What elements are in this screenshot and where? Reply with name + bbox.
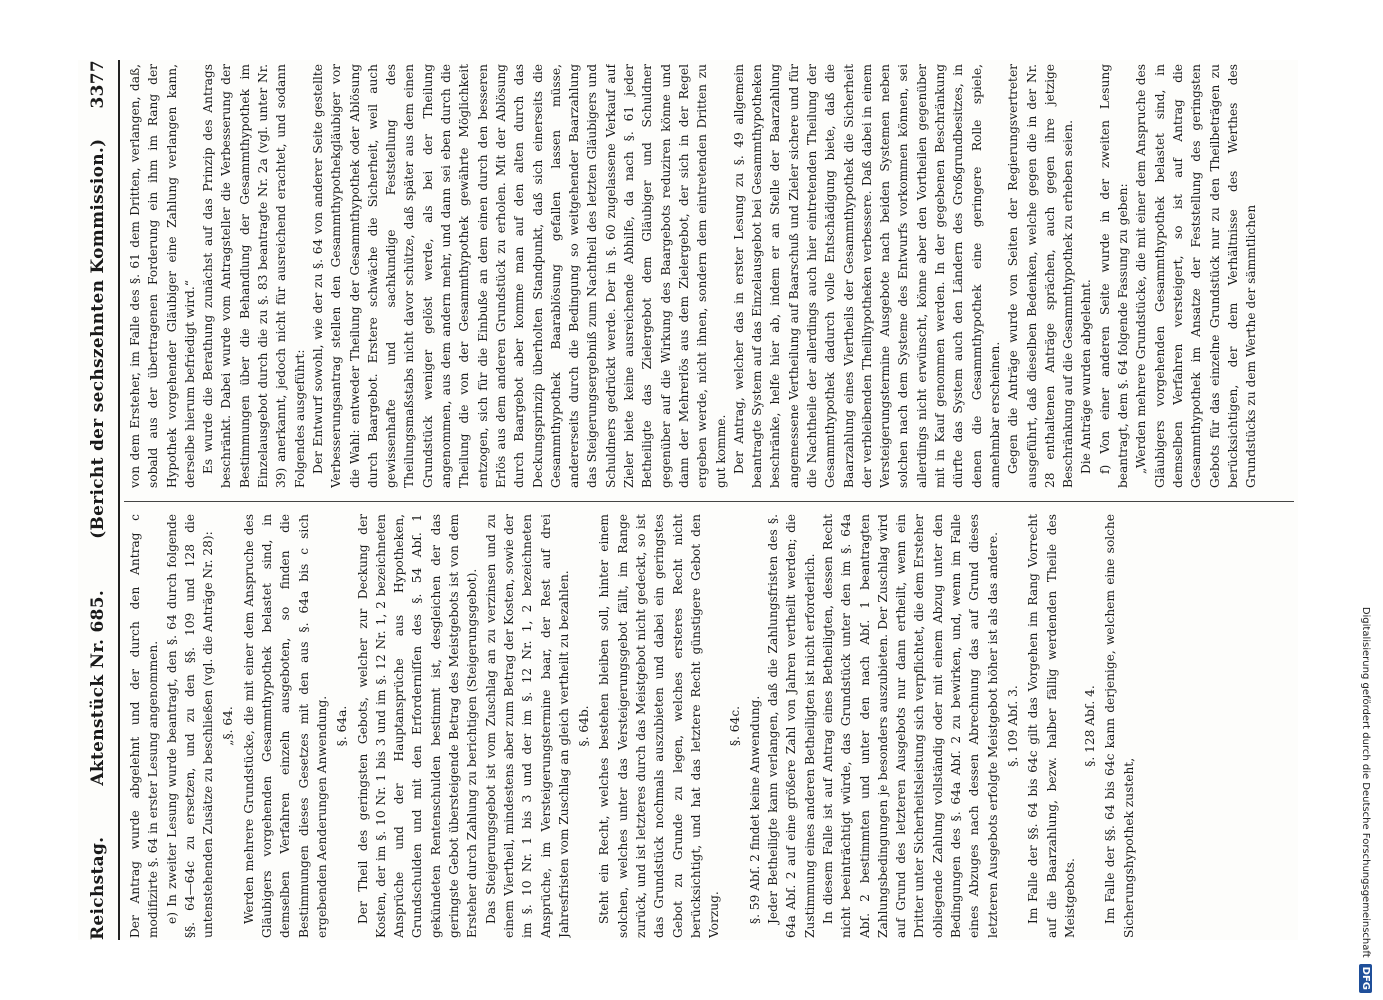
right-column <box>126 64 1291 488</box>
digitization-strip <box>1346 8 1383 993</box>
left-section-heading: §. 64c. <box>727 705 742 747</box>
right-paragraph: Es wurde die Berathung zunächst auf das Prinzip des Antrags beschränkt. Dabei wurde vom Antragsteller die Verbesserung der Bestimmungen über die Behandlung der Gesammthypothek im Einzelausgebot durch die zu §. 83 beantragte Nr. 2a (vgl. unter Nr. 39) anerkannt, jedoch nicht für ausreichend erachtet, und sodann Folgendes ausgeführt: <box>201 64 307 488</box>
left-paragraph: Der Antrag wurde abgelehnt und der durch den Antrag c modifizirte §. 64 in erster Lesung angenommen. <box>128 514 161 938</box>
left-paragraph: Werden mehrere Grundstücke, die mit einer dem Anspruche des Gläubigers vorgehenden Gesammthypothek belastet sind, in demselben Verfahren einzeln ausgeboten, so finden die Bestimmungen dieses Gesetzes mit den aus §. 64a bis c sich ergebenden Aenderungen Anwendung. <box>241 514 329 938</box>
page-number: 3377 <box>88 60 108 109</box>
right-paragraph: von dem Ersteher, im Falle des §. 61 dem Dritten, verlangen, daß, sobald aus der übertragenen Forderung ein ihm im Rang der Hypothek vorgehender Gläubiger eine Zahlung verlangen kann, derselbe hierum befriedigt wird.“ <box>128 64 197 488</box>
header-left: Reichstag. <box>88 836 108 940</box>
left-paragraph: Steht ein Recht, welches bestehen bleiben soll, hinter einem solchen, welches unter das Versteigerungsgebot fällt, im Range zurück, und ist letzteres durch das Meistgebot nicht gedeckt, so ist das Grundstück nochmals auszubieten und dabei ein geringstes Gebot zu Grunde zu legen, welches ersteres Recht nicht berücksichtigt, und hat das letztere Recht günstigere Gebot den Vorzug. <box>597 514 722 938</box>
header-middle: Aktenstück Nr. 685. <box>88 589 108 786</box>
header-right-title: (Bericht der sechszehnten Kommission.) <box>88 138 108 539</box>
left-paragraph: Jeder Betheiligte kann verlangen, daß die Zahlungsfristen des §. 64a Abſ. 2 auf eine größere Zahl von Jahren vertheilt werden; die Zustimmung eines anderen Betheiligten ist nicht erforderlich. <box>766 514 817 938</box>
left-column <box>126 514 1291 938</box>
left-paragraph: Das Steigerungsgebot ist vom Zuschlag an zu verzinsen und zu einem Viertheil, mindestens aber zum Betrag der Kosten, sowie der im §. 10 Nr. 1 bis 3 und der im §. 12 Nr. 1, 2 bezeichneten Ansprüche, im Versteigerungstermine baar, der Rest auf drei Jahresfristen vom Zuschlag an gleich vertheilt zu bezahlen. <box>483 514 571 938</box>
left-paragraph: e) In zweiter Lesung wurde beantragt, den §. 64 durch folgende §§. 64—64c zu ersetzen, und zu den §§. 109 und 128 die untenstehenden Zusätze zu beschließen (vgl. die Anträge Nr. 28): <box>164 514 216 938</box>
left-section-heading: §. 128 Abſ. 4. <box>1083 685 1098 767</box>
column-separator <box>124 501 1294 502</box>
header-rule <box>118 60 120 940</box>
right-paragraph: Der Entwurf sowohl, wie der zu §. 64 von anderer Seite gestellte Verbesserungsantrag stellen den Gesammthypothekgläubiger vor die Wahl: entweder Theilung der Gesammthypothek oder Ablösung durch Baargebot. Erstere schwäche die Sicherheit, weil auch gewissenhafte und sachkundige Feststellung des Theilungsmaßstabs nicht davor schütze, daß später aus dem einen Grundstück weniger gelöst werde, als bei der Theilung angenommen, aus dem andern mehr, und dann sei eben durch die Theilung die von der Gesammthypothek gewährte Möglichkeit entzogen, sich für die Einbuße an dem einen durch den besseren Erlös aus dem anderen Grundstück zu erholen. Mit der Ablösung durch Baargebot aber komme man auf den alten durch das Deckungsprinzip überholten Standpunkt, daß sich einerseits die Gesammthypothek Baarablösung gefallen lassen müsse, andererseits durch die Bedingung so weitgehender Baarzahlung das Steigerungsergebniß zum Nachtheil des letzten Gläubigers und Schuldners gedrückt werde. Der in §. 60 zugelassene Verkauf auf Zieler biete keine ausreichende Abhilfe, da nach §. 61 jeder Betheiligte das Zielergebot dem Gläubiger und Schuldner gegenüber auf die Wirkung des Baargebots reduziren könne und dann der Mehrerlös aus dem Zielergebot, der sich in der Regel ergeben werde, nicht ihnen, sondern dem eintretenden Dritten zu gut komme. <box>310 64 728 488</box>
digitization-note: Digitalisierung gefördert durch die Deutsche Forschungsgemeinschaft <box>1360 606 1372 958</box>
left-section-heading: „§. 64. <box>221 706 236 746</box>
right-paragraph: „Werden mehrere Grundstücke, die mit einer dem Anspruche des Gläubigers vorgehenden Gesammthypothek belastet sind, in demselben Verfahren versteigert, so ist auf Antrag die Gesammthypothek im Ansatze der Feststellung des geringsten Gebots für das einzelne Grundstück nur zu den Theilbeträgen zu berücksichtigen, der dem Verhältnisse des Werthes des Grundstücks zu dem Werthe der sämmtlichen <box>1134 64 1259 488</box>
left-section-heading: §. 109 Abſ. 3. <box>1005 685 1020 767</box>
left-paragraph: §. 59 Abſ. 2 findet keine Anwendung. <box>747 695 762 924</box>
right-paragraph: Die Anträge wurden abgelehnt. <box>1079 279 1094 474</box>
page-header <box>78 60 118 940</box>
left-section-heading: §. 64b. <box>577 705 592 747</box>
left-paragraph: In diesem Falle ist auf Antrag eines Betheiligten, dessen Recht nicht beeinträchtigt würde, das Grundstück unter den im §. 64a Abſ. 2 bestimmten und unter den nach Abſ. 1 beantragten Zahlungsbedingungen je besonders auszubieten. Der Zuschlag wird auf Grund des letzteren Ausgebots nur dann ertheilt, wenn ein Dritter unter Sicherheitsleistung sich verpflichtet, die dem Ersteher obliegende Zahlung vollständig oder mit einem Abzug unter den Bedingungen des §. 64a Abſ. 2 zu bewirken, und, wenn im Falle eines Abzuges nach dessen Abrechnung das auf Grund dieses letzteren Ausgebots erfolgte Meistgebot höher ist als das andere. <box>820 514 1000 938</box>
left-paragraph: Im Falle der §§. 64 bis 64c gilt das Vorgehen im Rang Vorrecht auf die Baarzahlung, bezw. halber fällig werdenden Theile des Meistgebots. <box>1026 514 1077 938</box>
left-paragraph: Im Falle der §§. 64 bis 64c kann derjenige, welchem eine solche Sicherungshypothek zusteht, <box>1103 514 1136 938</box>
right-paragraph: Der Antrag, welcher das in erster Lesung zu §. 49 allgemein beantragte System auf das Einzelausgebot bei Gesammthypotheken beschränke, helfe hier ab, indem er an Stelle der Baarzahlung angemessene Vertheilung auf Baarschuß und Zieler sichere und für die Nachtheile der allerdings auch hier eintretenden Theilung der Gesammthypothek dadurch volle Entschädigung biete, daß die Baarzahlung eines Viertheils der Gesammthypothek die Sicherheit der verbleibenden Theilhypotheken verbessere. Daß dabei in einem Versteigerungstermine Ausgebote nach beiden Systemen neben solchen nach dem Systeme des Entwurfs vorkommen können, sei allerdings nicht erwünscht, könne aber den Vortheilen gegenüber mit in Kauf genommen werden. In der gegebenen Beschränkung dürfte das System auch den Ländern des Großgrundbesitzes, in denen die Gesammthypothek eine geringere Rolle spiele, annehmbar erscheinen. <box>731 64 1002 488</box>
right-paragraph: Gegen die Anträge wurde von Seiten der Regierungsvertreter ausgeführt, daß dieselben Bedenken, welche gegen die in der Nr. 28 enthaltenen Anträge sprächen, auch gegen ihre jetzige Beschränkung auf die Gesammthypothek zu erheben seien. <box>1006 64 1076 488</box>
document-sheet <box>78 60 1298 940</box>
left-paragraph: Der Theil des geringsten Gebots, welcher zur Deckung der Kosten, der im §. 10 Nr. 1 bis 3 und im §. 12 Nr. 1, 2 bezeichneten Ansprüche und der Hauptansprüche aus Hypotheken, Grundschulden und mit den Erforderniſſen des §. 54 Abſ. 1 gekündeten Rentenschulden bestimmt ist, desgleichen der das geringste Gebot übersteigende Betrag des Meistgebots ist von dem Ersteher durch Zahlung zu berichtigen (Steigerungsgebot). <box>355 514 480 938</box>
left-section-heading: §. 64a. <box>335 705 350 747</box>
dfg-logo: DFG <box>1360 964 1373 993</box>
right-paragraph: f) Von einer anderen Seite wurde in der zweiten Lesung beantragt, dem §. 64 folgende Fassung zu geben: <box>1097 64 1131 488</box>
